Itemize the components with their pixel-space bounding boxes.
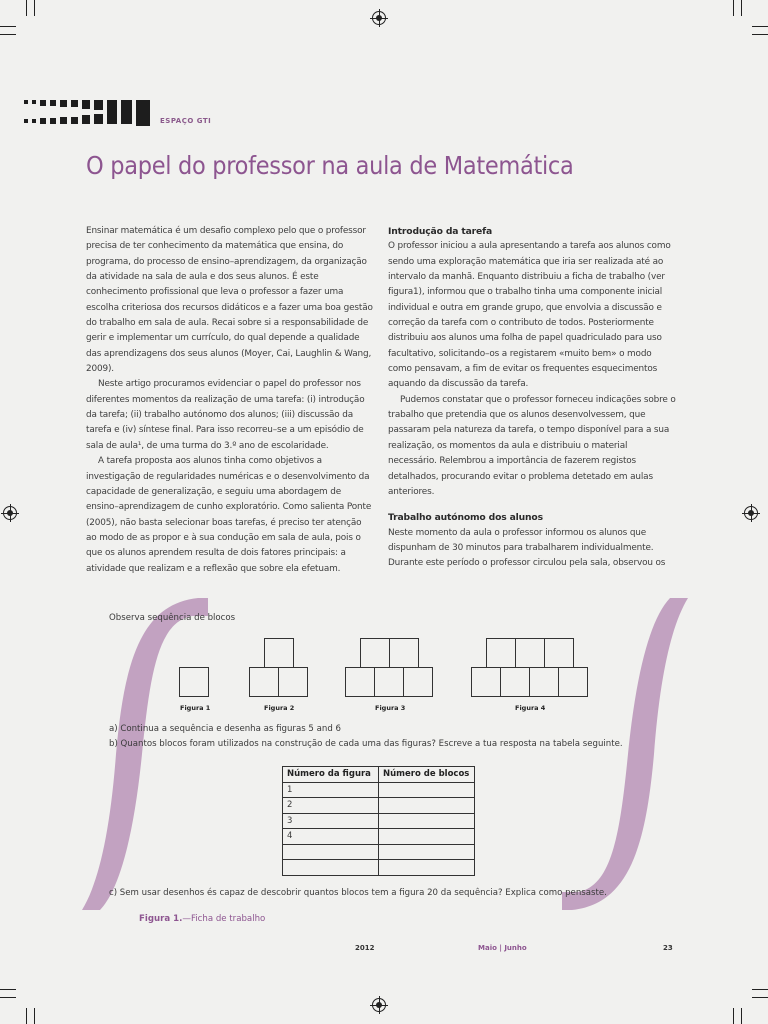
block (389, 638, 419, 668)
block (374, 667, 404, 697)
block (471, 667, 501, 697)
block (558, 667, 588, 697)
block (179, 667, 209, 697)
right-column (388, 224, 678, 572)
block (278, 667, 308, 697)
crop-mark (0, 26, 16, 27)
block (529, 667, 559, 697)
block (515, 638, 545, 668)
table-row (283, 813, 475, 829)
table-row (283, 829, 475, 845)
block (486, 638, 516, 668)
table-header: Número de blocos (379, 767, 475, 783)
answer-cell[interactable] (379, 860, 475, 876)
figure-label: Figura 1 (180, 704, 211, 712)
page-number: 23 (663, 944, 673, 952)
table-cell: 1 (283, 782, 379, 798)
table-header: Número da figura (283, 767, 379, 783)
figure-prompt: Observa sequência de blocos (109, 613, 236, 623)
section-heading: Introdução da tarefa (388, 226, 492, 237)
question-a: a) Continua a sequência e desenha as figuras 5 and 6 (109, 724, 341, 734)
caption-label: Figura 1. (139, 914, 183, 924)
block (264, 638, 294, 668)
block (249, 667, 279, 697)
block (544, 638, 574, 668)
crop-mark (752, 989, 768, 990)
crop-mark (752, 26, 768, 27)
question-b: b) Quantos blocos foram utilizados na construção de cada uma das figuras? Escreve a tua resposta na tabela seguinte. (109, 739, 623, 749)
crop-mark (26, 0, 27, 16)
crop-mark (34, 1008, 35, 1024)
figure-caption (139, 914, 265, 924)
table-row (283, 782, 475, 798)
paragraph: Pudemos constatar que o professor forneceu indicações sobre o trabalho que pretendia que os alunos desenvolvessem, que passaram pela natureza da tarefa, o tempo disponível para a sua realização, os momentos da aula e distribuiu o material necessário. Relembrou a importância de fazerem registos detalhados, procurando evitar o problema detetado em aulas anteriores. (388, 394, 676, 497)
answer-cell[interactable] (379, 782, 475, 798)
crop-mark (752, 34, 768, 35)
crop-mark (0, 989, 16, 990)
caption-text: —Ficha de trabalho (182, 914, 266, 924)
answer-cell[interactable] (379, 798, 475, 814)
answer-cell[interactable] (379, 829, 475, 845)
figure-label: Figura 3 (375, 704, 406, 712)
paragraph: Neste artigo procuramos evidenciar o papel do professor nos diferentes momentos da realização de uma tarefa: (i) introdução da tarefa; (ii) trabalho autónomo dos alunos; (iii) discussão da tarefa e (iv) síntese final. Para isso recorreu–se a um episódio de sala de aula¹, de uma turma do 3.º ano de escolaridade. (86, 379, 365, 451)
table-cell: 4 (283, 829, 379, 845)
section-heading: Trabalho autónomo dos alunos (388, 512, 543, 524)
figure-label: Figura 4 (515, 704, 546, 712)
section-header-bars (24, 100, 154, 128)
crop-mark (0, 997, 16, 998)
crop-mark (0, 34, 16, 35)
table-cell (283, 860, 379, 876)
table-cell (283, 844, 379, 860)
table-cell: 2 (283, 798, 379, 814)
table-row (283, 844, 475, 860)
question-c: c) Sem usar desenhos és capaz de descobrir quantos blocos tem a figura 20 da sequência? Explica como pensaste. (109, 888, 607, 898)
registration-mark-icon (372, 998, 386, 1012)
paragraph: Neste momento da aula o professor informou os alunos que dispunham de 30 minutos para trabalharem individualmente. Durante este período o professor circulou pela sala, observou os (388, 527, 666, 569)
crop-mark (733, 0, 734, 16)
block (360, 638, 390, 668)
registration-mark-icon (3, 506, 17, 520)
table-row (283, 860, 475, 876)
table-row (283, 798, 475, 814)
crop-mark (34, 0, 35, 16)
paragraph: Ensinar matemática é um desafio complexo pelo que o professor precisa de ter conhecimento da matemática que ensina, do programa, do processo de ensino–aprendizagem, da organização da atividade na sala de aula e dos seus alunos. É este conhecimento profissional que leva o professor a fazer uma escolha criteriosa dos recursos didáticos e a fazer uma boa gestão do trabalho em sala de aula. Recai sobre si a responsabilidade de gerir e implementar um currículo, do qual depende a qualidade das aprendizagens dos seus alunos (Moyer, Cai, Laughlin & Wang, 2009). (86, 226, 373, 375)
left-column (86, 224, 374, 577)
page-title: O papel do professor na aula de Matemática (86, 151, 574, 180)
registration-mark-icon (372, 11, 386, 25)
paragraph: O professor iniciou a aula apresentando a tarefa aos alunos como sendo uma exploração matemática que iria ser realizada até ao intervalo da manhã. Enquanto distribuiu a ficha de trabalho (ver figura1), informou que o trabalho tinha uma componente inicial individual e outra em grande grupo, que envolvia a discussão e correção da tarefa com o contributo de todos. Posteriormente distribuiu aos alunos uma folha de papel quadriculado para uso facultativo, solicitando–os a registarem «muito bem» o modo como pensavam, a fim de evitar os frequentes esquecimentos aquando da discussão da tarefa. (388, 241, 671, 390)
right-bracket-icon (560, 594, 690, 914)
crop-mark (741, 1008, 742, 1024)
block (345, 667, 375, 697)
footer-issue: Maio | Junho (478, 944, 527, 952)
answer-table (282, 766, 475, 876)
crop-mark (26, 1008, 27, 1024)
block (403, 667, 433, 697)
crop-mark (752, 997, 768, 998)
block (500, 667, 530, 697)
answer-cell[interactable] (379, 844, 475, 860)
figure-label: Figura 2 (264, 704, 295, 712)
registration-mark-icon (744, 506, 758, 520)
left-bracket-icon (80, 594, 210, 914)
paragraph: A tarefa proposta aos alunos tinha como objetivos a investigação de regularidades numéricas e o desenvolvimento da capacidade de generalização, e seguiu uma abordagem de ensino–aprendizagem de cunho exploratório. Como salienta Ponte (2005), não basta selecionar boas tarefas, é preciso ter atenção ao modo de as propor e à sua condução em sala de aula, pois o que os alunos aprendem resulta de dois fatores principais: a atividade que realizam e a reflexão que sobre ela efetuam. (86, 456, 372, 574)
table-cell: 3 (283, 813, 379, 829)
crop-mark (733, 1008, 734, 1024)
section-tag: ESPAÇO GTI (160, 117, 212, 125)
footer-year: 2012 (355, 944, 375, 952)
answer-cell[interactable] (379, 813, 475, 829)
crop-mark (741, 0, 742, 16)
